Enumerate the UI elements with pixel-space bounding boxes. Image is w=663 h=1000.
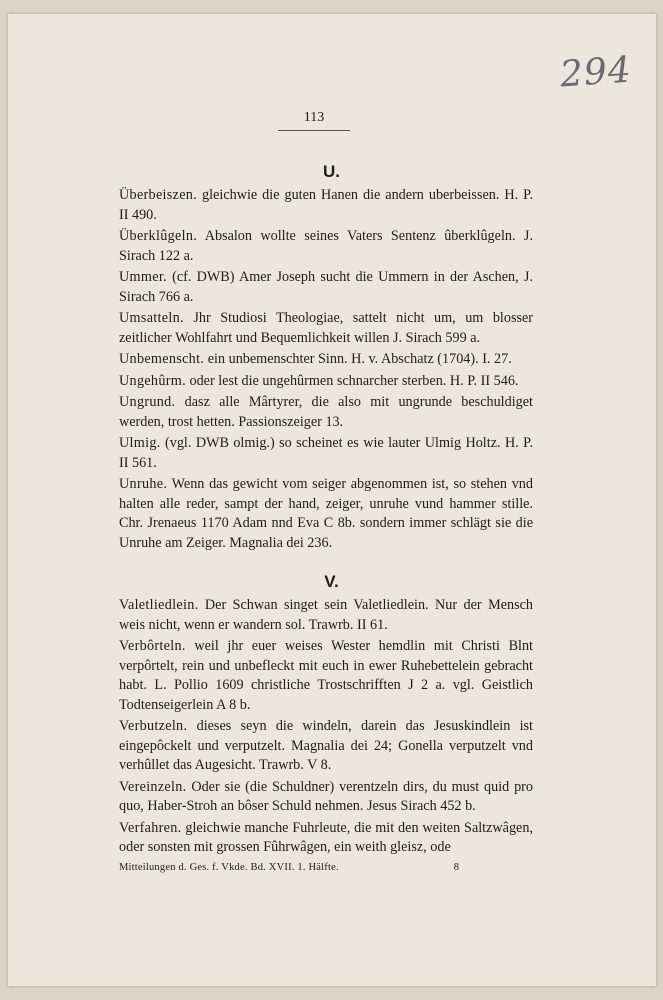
entry-text: Der Schwan singet sein Valetliedlein. Nur der Mensch weis nicht, wenn er wandern sol. Trawrb. II 61. (119, 597, 534, 633)
entry (119, 393, 533, 432)
entry-headword: Vereinzeln. (119, 778, 187, 795)
entry-text: Jhr Studiosi Theologiae, sattelt nicht um, um blosser zeitlicher Wohlfahrt und Bequemlichkeit willen J. Sirach 599 a. (119, 310, 534, 346)
entry-headword: Ummer. (119, 269, 167, 285)
entry-text: gleichwie manche Fuhrleute, die mit den weiten Saltzwâgen, oder sonsten mit grossen Fûhrwâgen, ein weith gleisz, ode (119, 819, 533, 855)
entry-text: (cf. DWB) Amer Joseph sucht die Ummern in der Aschen, J. Sirach 766 a. (119, 269, 533, 305)
entry-headword: Verbutzeln. (119, 718, 188, 734)
entry-headword: Ungrund. (119, 394, 176, 410)
entry-headword: Unruhe. (119, 476, 168, 492)
entry-headword: Überklûgeln. (119, 228, 198, 244)
handwritten-archive-number: 294 (558, 49, 634, 96)
entry (119, 227, 533, 266)
entry-text: ein unbemenschter Sinn. H. v. Abschatz (1704). I. 27. (207, 351, 512, 367)
entry (119, 268, 533, 307)
entry (119, 350, 533, 370)
page-number-rule (278, 130, 350, 131)
entry (119, 819, 533, 858)
entry-text: dieses seyn die windeln, darein das Jesuskindlein ist eingepôckelt und verputzelt. Magnalia dei 24; Gonella verputzelt vnd verhûllet das Augesicht. Trawrb. V 8. (119, 718, 534, 773)
entry-text: Oder sie (die Schuldner) verentzeln dirs, du must quid pro quo, Haber-Stroh an bôser Schuld nehmen. Jesus Sirach 452 b. (119, 778, 534, 814)
entry-text: dasz alle Mârtyrer, die also mit ungrunde beschuldiget werden, trost hetten. Passionszeiger 13. (119, 394, 533, 430)
page-number: 113 (303, 110, 325, 125)
entry-headword: Ungehûrm. (119, 372, 186, 389)
entry-text: Wenn das gewicht vom seiger abgenommen ist, so stehen vnd halten alle reder, sampt der hand, zeiger, unruhe vund hammer stille. Chr. Jrenaeus 1170 Adam nnd Eva C 8b. sondern immer schlägt sie die Unruhe am Zeiger. Magnalia dei 236. (119, 476, 533, 551)
entry-text: oder lest die ungehûrmen schnarcher sterben. H. P. II 546. (189, 372, 519, 389)
entry (119, 778, 533, 817)
entry-headword: Verfahren. (119, 819, 182, 836)
journal-citation: Mitteilungen d. Ges. f. Vkde. Bd. XVII. 1. Hälfte. (119, 862, 339, 873)
entry-text: (vgl. DWB olmig.) so scheinet es wie lauter Ulmig Holtz. H. P. II 561. (119, 435, 533, 471)
section-u-entries (119, 186, 533, 555)
entry (119, 637, 533, 715)
entry-headword: Valetliedlein. (119, 597, 199, 613)
sheet-signature: 8 (453, 862, 459, 873)
entry-headword: Ulmig. (119, 435, 161, 451)
entry (119, 596, 533, 635)
entry-headword: Überbeiszen. (119, 187, 198, 203)
entry (119, 475, 533, 553)
entry (119, 186, 533, 225)
section-heading-v: V. (324, 572, 339, 591)
entry-headword: Umsatteln. (119, 310, 184, 326)
section-v-entries (119, 596, 533, 860)
entry (119, 309, 533, 348)
entry-text: gleichwie die guten Hanen die andern uberbeissen. H. P. II 490. (119, 187, 534, 223)
section-heading-u: U. (323, 162, 340, 181)
entry (119, 372, 533, 392)
entry (119, 717, 533, 776)
entry-headword: Verbôrteln. (119, 638, 186, 654)
entry-text: Absalon wollte seines Vaters Sentenz ûberklûgeln. J. Sirach 122 a. (119, 228, 533, 264)
entry (119, 434, 533, 473)
entry-headword: Unbemenscht. (119, 351, 205, 367)
page-footer (119, 862, 533, 873)
entry-text: weil jhr euer weises Wester hemdlin mit Christi Blnt verpôrtelt, rein und unbefleckt mit euch in ewer Ruhebettelein gebracht habt. L. Pollio 1609 christliche Trostschrifften J 2 a. vgl. Geistlich Todtenseigerlein A 8 b. (119, 638, 534, 713)
